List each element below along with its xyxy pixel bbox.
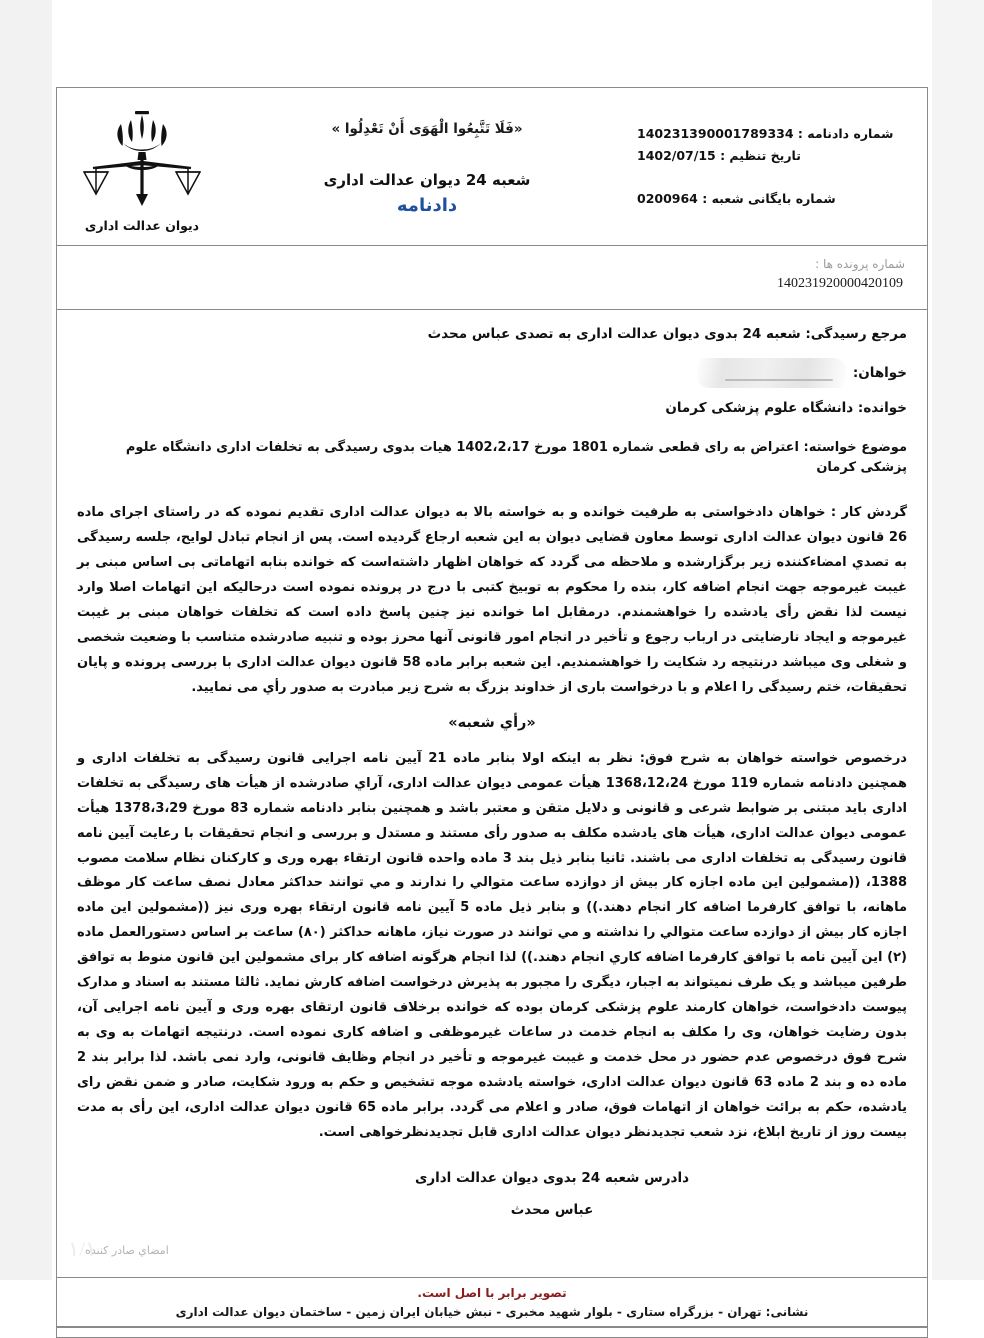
proceedings-paragraph: گردش کار : خواهان دادخواستی به طرفیت خوانده و به خواسته بالا به دیوان عدالت اداری تقدیم نموده که در راستای اجرای ماده 26 قانون دیوان عدالت اداری توسط معاون قضایی دیوان به این شعبه ارجاع گردیده است. پس از انجام تبادل لوایح، جلسه رسیدگی به تصدي امضاءکننده زیر برگزارشده و ملاحظه می گردد که خواهان اظهار داشته‌است که خوانده بنابه اتهاماتی بی اساس مبنی بر غیبت غیرموجه جهت انجام اضافه کار، بنده را محکوم به توبیخ کتبی با درج در پرونده نموده است درحالیکه این اتهامات اصلا وارد نیست لذا نقض رأی یادشده را خواهشمندم. درمقابل اما خوانده نیز چنین پاسخ داده است که تخلفات خواهان مبنی بر غیبت غیرموجه و ایجاد نارضایتی در ارباب رجوع و تأخیر در انجام امور قانونی آنها محرز بوده و تنبیه صادرشده متناسب با وضعیت شخصی و شغلی وی میباشد درنتیجه رد شکایت را خواهشمندیم. این شعبه برابر ماده 58 قانون دیوان عدالت اداری با بررسی پرونده و پایان تحقیقات، ختم رسیدگی را اعلام و با درخواست باری از خداوند بزرگ به شرح زیر مبادرت به صدور رأي می نمایید. xyxy=(77,505,907,695)
defendant-line: خوانده: دانشگاه علوم پزشکی کرمان xyxy=(665,400,907,417)
ruling-paragraph: درخصوص خواسته خواهان به شرح فوق: نظر به اینکه اولا بنابر ماده 21 آیین نامه اجرایی قانون رسیدگی به تخلفات اداری و همچنین دادنامه شماره 119 مورخ 1368،12،24 هیأت عمومی دیوان عدالت اداری، آراي صادرشده از هیأت های رسیدگی به تخلفات اداری باید مبتنی بر ضوابط شرعی و قانونی و دلایل متقن و معتبر باشد و همچنین بنابر دادنامه شماره 83 مورخ 1378،3،29 هیأت عمومی دیوان عدالت اداری، هیأت های یادشده مکلف به صدور رأی مستند و مستدل و بررسی و انجام تحقیقات با رعایت آیین نامه قانون رسیدگی به تخلفات اداری می باشند. ثانیا بنابر ذیل بند 3 ماده واحده قانون ارتقاء بهره وری و کارکنان نظام سلامت مصوب 1388، ((مشمولین این ماده اجازه کار بیش از دوازده ساعت متوالي را ندارند و مي توانند حداکثر معادل نصف ساعت کار موظف ماهانه، با توافق کارفرما اضافه کار انجام دهند.)) و بنابر ذیل ماده 5 آیین نامه قانون ارتقاء بهره وری نیز ((مشمولین این ماده اجازه کار بیش از دوازده ساعت متوالي را نداشته و مي توانند در صورت نیاز، ماهانه حداکثر (۸۰) ساعت بر اساس دستورالعمل ماده (۲) این آیین نامه با توافق کارفرما اضافه کاري انجام دهند.)) لذا انجام هرگونه اضافه کار برای مشمولین این قانون منوط به توافق طرفین میباشد و یک طرف نمیتواند به اجبار، دیگری را مجبور به پذیرش درخواست اضافه کارش نماید. ثالثا مستند به اسناد و مدارک پیوست دادخواست، خواهان کارمند علوم پزشکی کرمان بوده که خوانده برخلاف قانون ارتقای بهره وری و آیین نامه اجرایی آن، بدون رضایت خواهان، وی را مکلف به انجام خدمت در ساعات غیرموظفی و اضافه کاری نموده است. درنتیجه اتهامات به وی به شرح فوق درخصوص عدم حضور در محل خدمت و غیبت غیرموجه و تأخیر در انجام وظایف قانونی، وارد نمی باشد. لذا برابر بند 2 ماده ده و بند 2 ماده 63 قانون دیوان عدالت اداری، خواسته یادشده موجه تشخیص و حکم به ورود شکایت، صادر و ضمن نقض رای یادشده، حکم به برائت خواهان از اتهامات فوق، صادر و اعلام می گردد. برابر ماده 65 قانون دیوان عدالت اداری، این رأی به مدت بیست روز از تاریخ ابلاغ، نزد شعب تجدیدنظر دیوان عدالت اداری قابل تجدیدنظرخواهی است. xyxy=(77,750,908,1141)
header-center-column xyxy=(227,88,627,245)
plaintiff-name-redaction xyxy=(697,358,847,388)
ruling-heading: «رأي شعبه» xyxy=(448,714,536,731)
emblem-column xyxy=(57,88,227,245)
emblem-caption: دیوان عدالت اداری xyxy=(84,218,200,233)
authority-line: مرجع رسیدگی: شعبه 24 بدوی دیوان عدالت اداری به تصدی عباس محدث xyxy=(427,326,907,342)
header-meta-column xyxy=(627,88,927,245)
date-row xyxy=(637,145,913,167)
case-number-label: شماره پرونده ها : xyxy=(815,257,905,271)
document-body xyxy=(57,310,927,1263)
case-number-band xyxy=(57,246,927,310)
document-footer xyxy=(57,1277,927,1337)
subject-line: موضوع خواسته: اعتراض به رای قطعی شماره 1801 مورخ 1402،2،17 هیات بدوی رسیدگی به تخلفات اداری دانشگاه علوم پزشکی کرمان xyxy=(125,439,907,476)
page-corner-mark: ۱/۱ xyxy=(68,1237,97,1261)
signature-name: عباس محدث xyxy=(510,1201,594,1218)
signature-block xyxy=(77,1170,907,1218)
certification-text: تصویر برابر با اصل است. xyxy=(417,1285,567,1300)
page-title: دادنامه xyxy=(396,195,458,216)
verdict-number-label: شماره دادنامه : xyxy=(797,125,894,141)
scan-edge-right xyxy=(932,0,984,1280)
signature-note: امضاي صادر کننده xyxy=(85,1243,169,1257)
branch-line: شعبه 24 دیوان عدالت اداری xyxy=(323,171,531,189)
plaintiff-label: خواهان: xyxy=(852,365,907,382)
meta-spacer xyxy=(637,166,913,188)
date-value: 1402/07/15 xyxy=(637,147,716,163)
plaintiff-line xyxy=(77,363,907,381)
verdict-number-value: 140231390001789334 xyxy=(637,125,794,141)
iran-justice-scales-emblem-icon xyxy=(83,106,201,216)
case-number-value: 140231920000420109 xyxy=(777,276,903,292)
document-page xyxy=(52,0,932,1319)
footer-address: نشانی: تهران - بزرگراه ستاری - بلوار شهید مخبری - نبش خیابان ایران زمین - ساختمان دیوان عدالت اداری xyxy=(175,1304,809,1319)
date-label: تاریخ تنظیم : xyxy=(720,147,801,163)
scan-edge-left xyxy=(0,0,52,1280)
archive-number-value: 0200964 xyxy=(637,191,698,207)
archive-number-label: شماره بایگانی شعبه : xyxy=(702,191,836,207)
quran-verse: «فَلَا تَتَّبِعُوا الْهَوَى أَنْ تَعْدِلُوا » xyxy=(331,121,523,137)
document-header xyxy=(57,88,927,246)
document-frame xyxy=(56,87,928,1338)
archive-number-row xyxy=(637,188,913,210)
verdict-number-row xyxy=(637,123,913,145)
signature-role: دادرس شعبه 24 بدوی دیوان عدالت اداری xyxy=(414,1169,690,1186)
footer-rule xyxy=(57,1326,927,1328)
